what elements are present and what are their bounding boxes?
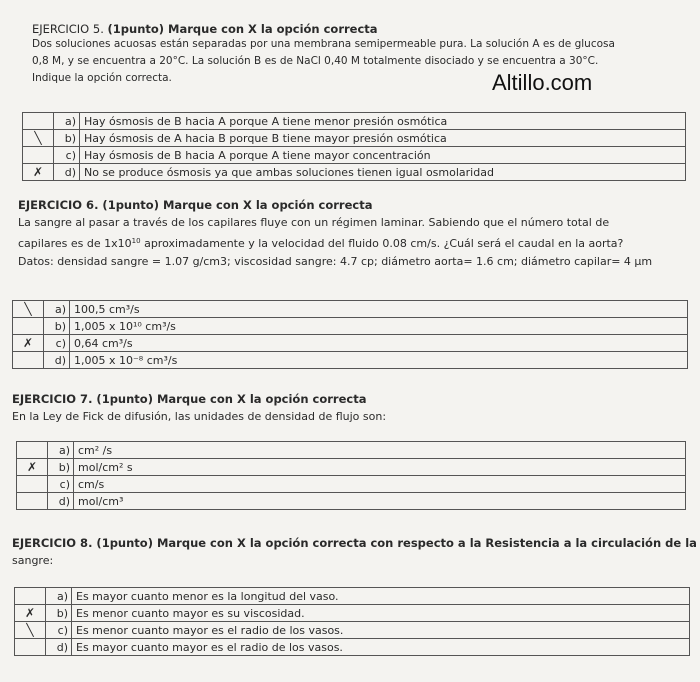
option-text: 0,64 cm³/s (70, 335, 688, 352)
exercise-6-statement (18, 214, 652, 271)
statement-line: La sangre al pasar a través de los capilares fluye con un régimen laminar. Sabiendo que el número total de (18, 216, 610, 229)
option-letter: c) (48, 476, 74, 493)
answer-mark[interactable]: ╲ (23, 130, 54, 147)
answer-mark[interactable]: ✗ (13, 335, 44, 352)
option-text: Hay ósmosis de B hacia A porque A tiene mayor concentración (80, 147, 686, 164)
option-letter: c) (54, 147, 80, 164)
option-text: Hay ósmosis de B hacia A porque A tiene menor presión osmótica (80, 113, 686, 130)
exercise-8-heading-cont: sangre: (12, 554, 54, 567)
exercise-7-options (16, 441, 686, 510)
option-row[interactable] (15, 588, 690, 605)
option-text: mol/cm² s (74, 459, 686, 476)
exercise-5-number: EJERCICIO 5. (32, 22, 104, 36)
option-text: No se produce ósmosis ya que ambas soluciones tienen igual osmolaridad (80, 164, 686, 181)
option-row[interactable] (15, 605, 690, 622)
option-letter: c) (44, 335, 70, 352)
option-text: Es mayor cuanto mayor es el radio de los vasos. (72, 639, 690, 656)
option-row[interactable] (23, 164, 686, 181)
option-text: Es menor cuanto mayor es su viscosidad. (72, 605, 690, 622)
option-text: 1,005 x 10⁻⁸ cm³/s (70, 352, 688, 369)
exercise-6-options (12, 300, 688, 369)
option-text: Hay ósmosis de A hacia B porque B tiene mayor presión osmótica (80, 130, 686, 147)
exercise-7-heading: EJERCICIO 7. (1punto) Marque con X la opción correcta (12, 392, 367, 406)
answer-mark[interactable]: ╲ (13, 301, 44, 318)
option-text: 100,5 cm³/s (70, 301, 688, 318)
exercise-6-heading: EJERCICIO 6. (1punto) Marque con X la opción correcta (18, 198, 373, 212)
option-row[interactable] (23, 147, 686, 164)
option-row[interactable] (23, 130, 686, 147)
answer-mark[interactable] (17, 442, 48, 459)
option-letter: a) (54, 113, 80, 130)
option-row[interactable] (15, 639, 690, 656)
answer-mark[interactable] (17, 476, 48, 493)
option-letter: d) (48, 493, 74, 510)
option-letter: b) (46, 605, 72, 622)
option-letter: a) (48, 442, 74, 459)
answer-mark[interactable] (13, 318, 44, 335)
option-row[interactable] (17, 493, 686, 510)
option-row[interactable] (13, 352, 688, 369)
option-row[interactable] (17, 476, 686, 493)
statement-line: Dos soluciones acuosas están separadas por una membrana semipermeable pura. La solución A es de glucosa (32, 38, 615, 50)
option-letter: a) (46, 588, 72, 605)
exercise-8-heading: EJERCICIO 8. (1punto) Marque con X la opción correcta con respecto a la Resistencia a la circulación de la (12, 536, 697, 550)
answer-mark[interactable] (23, 147, 54, 164)
answer-mark[interactable] (15, 639, 46, 656)
option-text: Es mayor cuanto menor es la longitud del vaso. (72, 588, 690, 605)
answer-mark[interactable] (23, 113, 54, 130)
option-row[interactable] (17, 459, 686, 476)
exercise-8-options (14, 587, 690, 656)
watermark: Altillo.com (492, 70, 593, 95)
data-line: Datos: densidad sangre = 1.07 g/cm3; viscosidad sangre: 4.7 cp; diámetro aorta= 1.6 cm; diámetro capilar= 4 μm (18, 255, 653, 268)
statement-line (18, 232, 652, 253)
exercise-7-statement: En la Ley de Fick de difusión, las unidades de densidad de flujo son: (12, 410, 387, 423)
option-row[interactable] (13, 318, 688, 335)
option-letter: b) (54, 130, 80, 147)
option-letter: a) (44, 301, 70, 318)
option-letter: d) (46, 639, 72, 656)
answer-mark[interactable] (15, 588, 46, 605)
answer-mark[interactable] (13, 352, 44, 369)
answer-mark[interactable] (17, 493, 48, 510)
option-letter: c) (46, 622, 72, 639)
answer-mark[interactable]: ✗ (23, 164, 54, 181)
statement-part: aproximadamente y la velocidad del fluido 0.08 cm/s. ¿Cuál será el caudal en la aorta? (140, 237, 624, 250)
option-text: mol/cm³ (74, 493, 686, 510)
option-text: cm² /s (74, 442, 686, 459)
answer-mark[interactable]: ✗ (17, 459, 48, 476)
option-text: 1,005 x 10¹⁰ cm³/s (70, 318, 688, 335)
option-letter: b) (44, 318, 70, 335)
exercise-5-options (22, 112, 686, 181)
option-letter: d) (44, 352, 70, 369)
statement-line: 0,8 M, y se encuentra a 20°C. La solución B es de NaCl 0,40 M totalmente disociado y se encuentra a 30°C. (32, 55, 599, 67)
exercise-5-instruction: (1punto) Marque con X la opción correcta (107, 22, 378, 36)
option-row[interactable] (15, 622, 690, 639)
option-row[interactable] (13, 301, 688, 318)
exercise-5-statement (32, 36, 615, 87)
answer-mark[interactable]: ✗ (15, 605, 46, 622)
statement-part: capilares es de 1x10 (18, 237, 132, 250)
answer-mark[interactable]: ╲ (15, 622, 46, 639)
exercise-5-heading (32, 22, 378, 36)
option-row[interactable] (17, 442, 686, 459)
option-row[interactable] (23, 113, 686, 130)
option-letter: b) (48, 459, 74, 476)
option-row[interactable] (13, 335, 688, 352)
option-letter: d) (54, 164, 80, 181)
statement-line: Indique la opción correcta. (32, 72, 172, 84)
option-text: cm/s (74, 476, 686, 493)
exponent: 10 (131, 237, 141, 245)
option-text: Es menor cuanto mayor es el radio de los vasos. (72, 622, 690, 639)
